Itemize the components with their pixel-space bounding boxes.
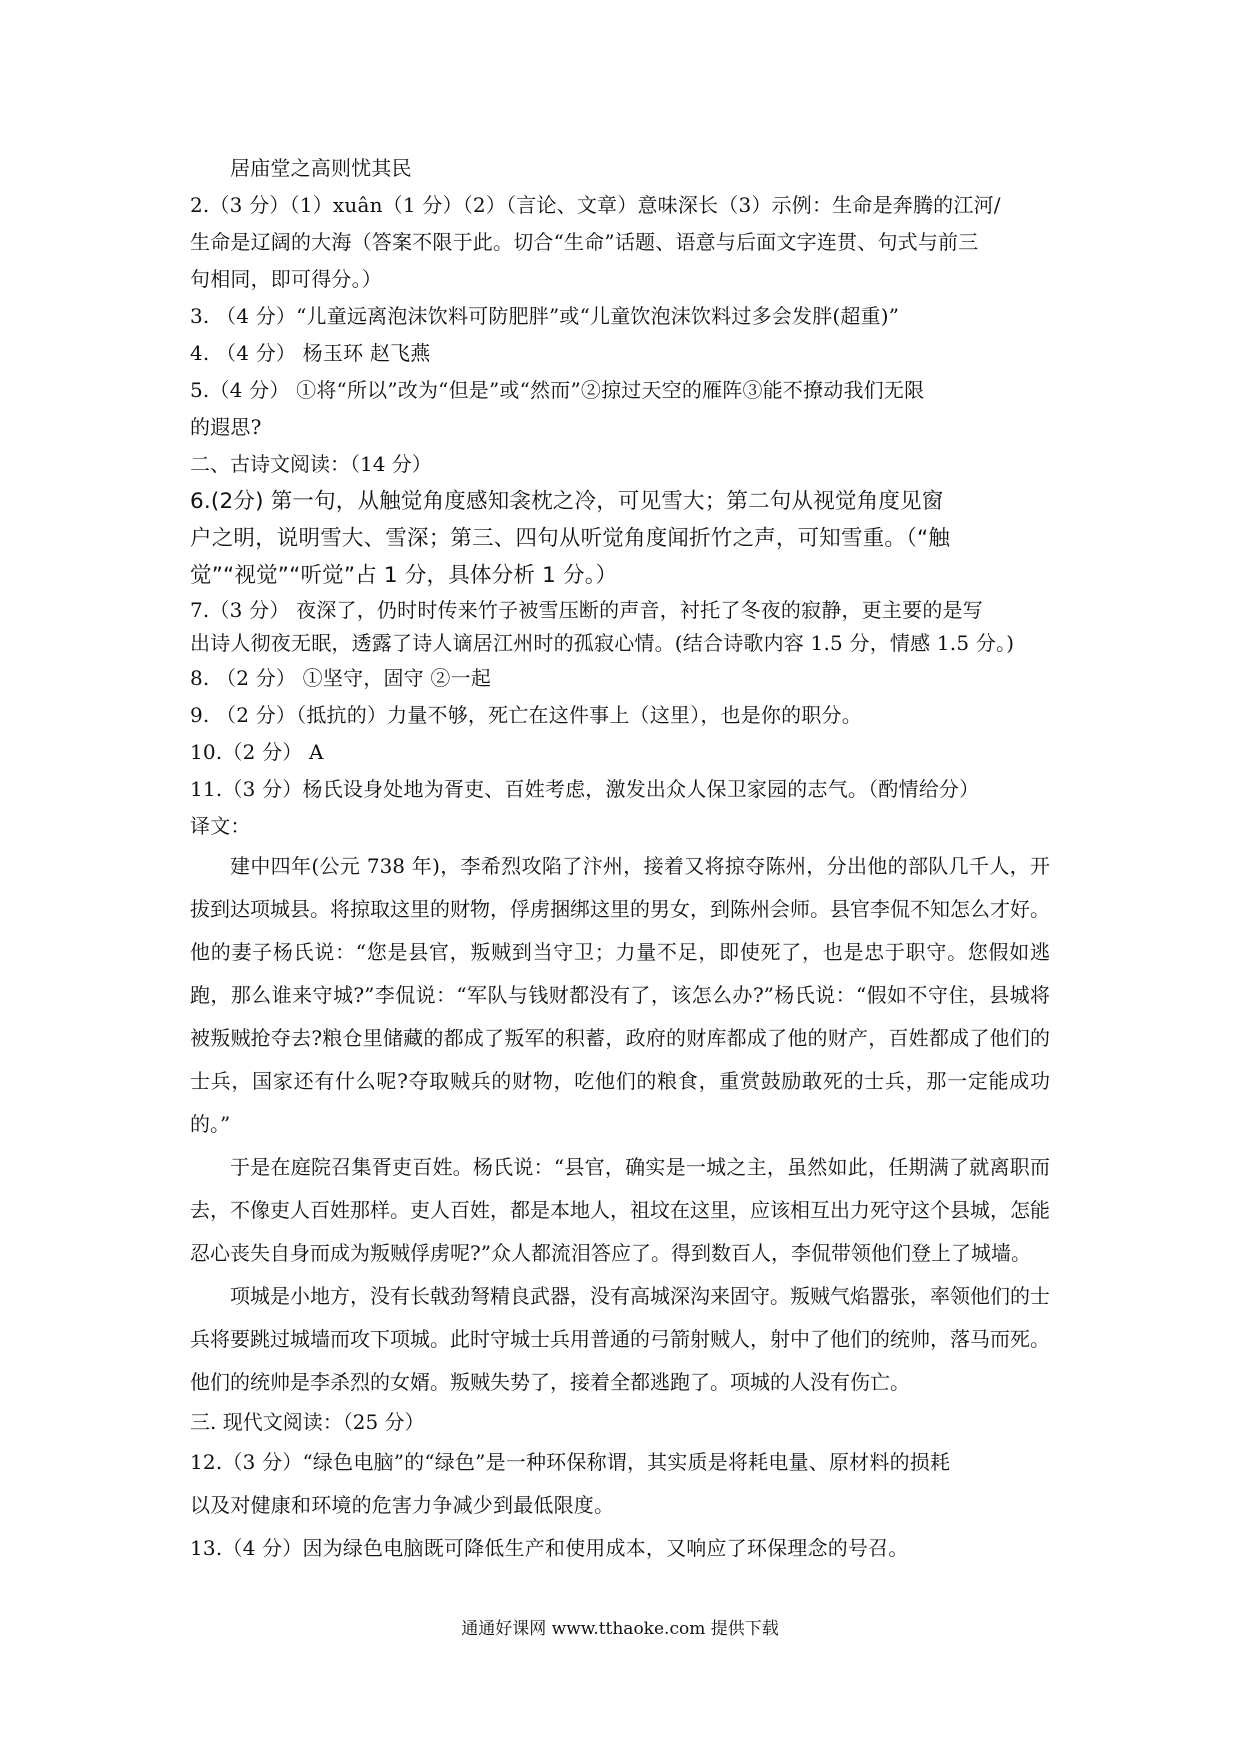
answer-5-line-2: 的遐思? [190, 415, 262, 439]
translation-paragraph-2: 于是在庭院召集胥吏百姓。杨氏说：“县官，确实是一城之主，虽然如此，任期满了就离职而去，不像吏人百姓那样。吏人百姓，都是本地人，祖坟在这里，应该相互出力死守这个县城，怎能忍心丧失自身而成为叛贼俘虏呢?”众人都流泪答应了。得到数百人，李侃带领他们登上了城墙。 [190, 1155, 1050, 1265]
answer-10: 10.（2 分） A [190, 740, 324, 764]
answer-2-line-1: 2.（3 分）（1）xuân（1 分）（2）（言论、文章）意味深长（3）示例：生命是奔腾的江河/ [190, 193, 1001, 217]
answer-6-line-2: 户之明，说明雪大、雪深；第三、四句从听觉角度闻折竹之声，可知雪重。（“触 [190, 526, 951, 551]
answer-4: 4. （4 分） 杨玉环 赵飞燕 [190, 341, 431, 365]
answer-11: 11.（3 分）杨氏设身处地为胥吏、百姓考虑，激发出众人保卫家园的志气。（酌情给分） [190, 777, 980, 801]
answer-2-line-2: 生命是辽阔的大海（答案不限于此。切合“生命”话题、语意与后面文字连贯、句式与前三 [190, 230, 979, 254]
answer-12-line-2: 以及对健康和环境的危害力争减少到最低限度。 [190, 1493, 615, 1517]
answer-12-line-1: 12.（3 分）“绿色电脑”的“绿色”是一种环保称谓，其实质是将耗电量、原材料的损耗 [190, 1450, 951, 1474]
translation-paragraph-3: 项城是小地方，没有长戟劲弩精良武器，没有高城深沟来固守。叛贼气焰嚣张，率领他们的士兵将要跳过城墙而攻下项城。此时守城士兵用普通的弓箭射贼人，射中了他们的统帅，落马而死。他们的统帅是李杀烈的女婿。叛贼失势了，接着全都逃跑了。项城的人没有伤亡。 [190, 1284, 1050, 1394]
translation-label: 译文： [190, 814, 251, 838]
text-line: 居庙堂之高则忧其民 [230, 156, 412, 180]
answer-6-line-3: 觉”“视觉”“听觉”占 1 分，具体分析 1 分。） [190, 563, 618, 588]
answer-2-line-3: 句相同，即可得分。） [190, 267, 382, 291]
answer-7-line-2: 出诗人彻夜无眠，透露了诗人谪居江州时的孤寂心情。(结合诗歌内容 1.5 分，情感 1.5 分。) [190, 631, 1015, 655]
answer-document [190, 150, 1050, 1570]
answer-5-line-1: 5.（4 分） ①将“所以”改为“但是”或“然而”②掠过天空的雁阵③能不撩动我们无限 [190, 378, 925, 402]
translation-paragraph-1: 建中四年(公元 738 年)，李希烈攻陷了汴州，接着又将掠夺陈州，分出他的部队几千人，开拔到达项城县。将掠取这里的财物，俘虏捆绑这里的男女，到陈州会师。县官李侃不知怎么才好。他的妻子杨氏说：“您是县官，叛贼到当守卫；力量不足，即使死了，也是忠于职守。您假如逃跑，那么谁来守城?”李侃说：“军队与钱财都没有了，该怎么办?”杨氏说：“假如不守住，县城将被叛贼抢夺去?粮仓里储藏的都成了叛军的积蓄，政府的财库都成了他的财产，百姓都成了他们的士兵，国家还有什么呢?夺取贼兵的财物，吃他们的粮食，重赏鼓励敢死的士兵，那一定能成功的。” [190, 854, 1050, 1136]
answer-7-line-1: 7.（3 分） 夜深了，仍时时传来竹子被雪压断的声音，衬托了冬夜的寂静，更主要的是写 [190, 598, 983, 622]
answer-8: 8. （2 分） ①坚守，固守 ②一起 [190, 666, 492, 690]
section-heading-ancient-poetry: 二、古诗文阅读：（14 分） [190, 452, 432, 476]
section-heading-modern-reading: 三. 现代文阅读：（25 分） [190, 1410, 425, 1434]
answer-6-line-1: 6.(2分) 第一句，从触觉角度感知衾枕之冷，可见雪大；第二句从视觉角度见窗 [190, 489, 944, 514]
answer-13: 13.（4 分）因为绿色电脑既可降低生产和使用成本，又响应了环保理念的号召。 [190, 1536, 909, 1560]
page-footer: 通通好课网 www.tthaoke.com 提供下载 [461, 1619, 779, 1639]
answer-9: 9. （2 分）（抵抗的）力量不够，死亡在这件事上（这里），也是你的职分。 [190, 703, 862, 727]
answer-3: 3. （4 分）“儿童远离泡沫饮料可防肥胖”或“儿童饮泡沫饮料过多会发胖(超重)” [190, 304, 900, 328]
